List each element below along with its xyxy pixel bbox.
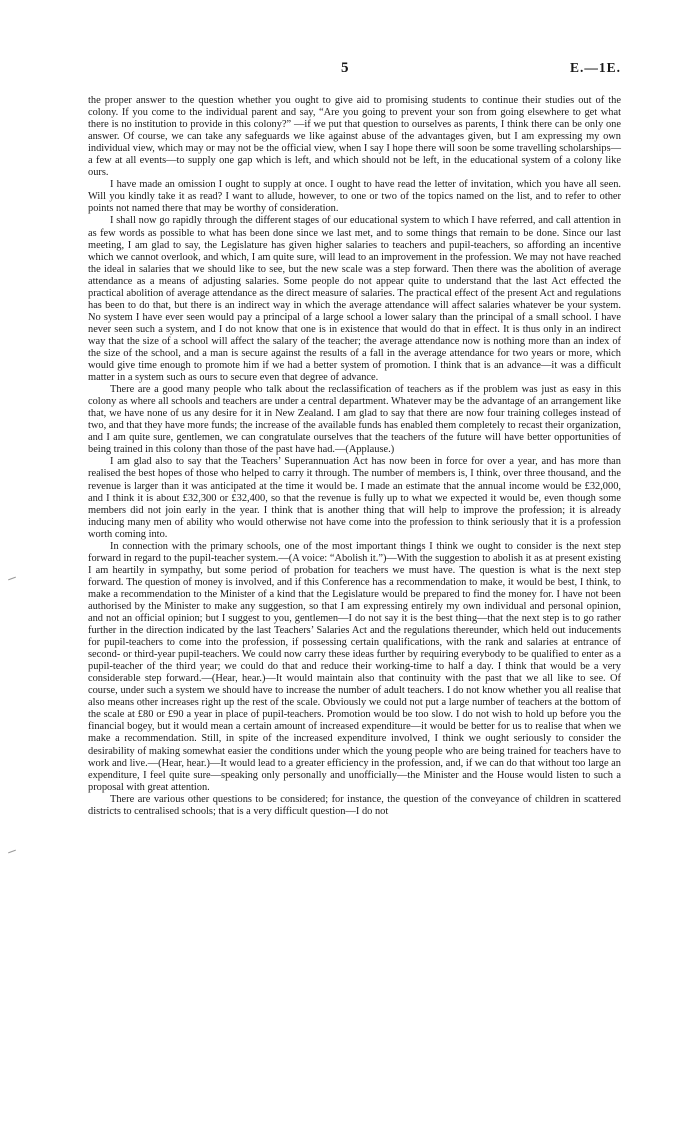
paragraph: There are a good many people who talk about the reclassification of teachers as if the problem was just as easy in this colony as where all schools and teachers are under a central department. Whatever may be the advantage of an arrangement like that, we have none of us any desire for it in New Zealand. I am glad to say that there are now four training colleges instead of two, and that they have more funds; the increase of the available funds has enabled them completely to recast their organization, and I am quite sure, gentlemen, we can congratulate ourselves that the teachers of the future will have better opportunities of being trained in this colony than those of the past have had.—(Applause.) <box>88 384 622 456</box>
paragraph: I shall now go rapidly through the different stages of our educational system to which I have referred, and call attention in as few words as possible to what has been done since we last met, and to some things that remain to be done. Since our last meeting, I am glad to say, the Legislature has given higher salaries to teachers and pupil-teachers, so affording an incentive which we cannot overlook, and which, I am quite sure, will lead to an improvement in the profession. We may not have reached the ideal in salaries that we should like to see, but the new scale was a step forward. Then there was the abolition of average attendance as a means of adjusting salaries. Some people do not appear quite to understand that the last Act effected the practical abolition of average attendance as the direct measure of salaries. The practical effect of the present Act and regulations has been to do that, but there is an indirect way in which the average attendance will affect salaries whatever be your system. No system I have ever seen would pay a principal of a large school a lower salary than the principal of a small school. I have never seen such a system, and I do not know that one is in existence that would do that in effect. It is thus only in an indirect way that the size of a school will affect the salary of the teacher; the average attendance now is nothing more than an index of the size of the school, and a man is secure against the results of a fall in the average attendance for two years or more, which would give time enough to promote him if we had a better system of promotion. I think that is an advance—it was a difficult matter in a system such as ours to secure even that degree of advance. <box>88 215 621 384</box>
paragraph: There are various other questions to be considered; for instance, the question of the conveyance of children in scattered districts to centralised schools; that is a very difficult question—I do not <box>88 793 621 817</box>
page-header <box>0 60 700 80</box>
paragraph: In connection with the primary schools, one of the most important things I think we ought to consider is the next step forward in regard to the pupil-teacher system.—(A voice: “Abolish it.”)—With the suggestion to abolish it as at present existing I am heartily in sympathy, but some period of probation for teachers we must have. The question is what is the next step forward. The question of money is involved, and if this Conference has a recommendation to make, it would be best, I think, to make a recommendation to the Minister of a kind that the Legislature would be prepared to find the money for. I have not been authorised by the Minister to make any suggestion, so that I am expressing entirely my own individual and personal opinion, and not an official opinion; but I suggest to you, gentlemen—I do not say it is the best thing—that the next step is to go rather further in the direction indicated by the last Teachers’ Salaries Act and the regulations thereunder, which held out inducements for pupil-teachers to come into the profession, if possessing certain qualifications, with the rank and salaries at entrance of second- or third-year pupil-teachers. We could now carry these ideas further by requiring everybody to be qualified to enter as a pupil-teacher of the third year; we could do that and reduce their working-time to half a day. I think that would be a very considerable step forward.—(Hear, hear.)—It would maintain also that continuity with the past that we all like to see. Of course, under such a system we should have to increase the number of adult teachers. I do not know whether you all realise that also means other increases right up the rest of the scale. Obviously we could not put a large number of teachers at the bottom of the scale at £80 or £90 a year in place of pupil-teachers. Promotion would be too slow. I do not wish to hold up before you the financial bogey, but it would mean a certain amount of increased expenditure—it would be better for us to realise that when we make a recommendation. Still, in spite of the increased expenditure involved, I think we ought seriously to consider the desirability of making somewhat easier the conditions under which the young people who are being trained for teachers have to work and live.—(Hear, hear.)—It would lead to a greater efficiency in the profession, and, if we can do that without too large an expenditure, I feel quite sure—speaking only personally and unofficially—the Minister and the House would listen to such a proposal with great attention. <box>88 540 621 793</box>
margin-mark <box>8 850 16 854</box>
document-body <box>88 95 621 818</box>
page-number: 5 <box>341 60 349 76</box>
paragraph-continued: the proper answer to the question whether you ought to give aid to promising students to continue their studies out of the colony. If you come to the individual parent and say, “Are you going to prevent your son from going elsewhere to get what there is no institution to provide in this colony?” —if we put that question to ourselves as parents, I think there can be only one answer. Of course, we can take any safeguards we like against abuse of the advantages given, but I am expressing my own individual view, which may or may not be the official view, when I say I hope there will soon be some travelling scholarships—a few at all events—to supply one gap which is left, and which should not be left, in the educational system of a colony like ours. <box>88 95 621 179</box>
document-reference: E.—1E. <box>570 60 622 75</box>
paragraph: I am glad also to say that the Teachers’ Superannuation Act has now been in force for over a year, and has more than realised the best hopes of those who helped to carry it through. The number of members is, I think, over three thousand, and the revenue is larger than it was anticipated at the time it would be. I made an estimate that the annual income would be £32,000, and I think it is about £32,300 or £32,400, so that the revenue is fully up to what we expected it would be, even though some members did not join early in the year. I think that is another thing that will help to improve the profession; it is already inducing many men of ability who would otherwise not have come into the profession to think seriously that it is a profession worth coming into. <box>88 456 621 540</box>
margin-mark <box>8 577 16 581</box>
paragraph: I have made an omission I ought to supply at once. I ought to have read the letter of invitation, which you have all seen. Will you kindly take it as read? I want to allude, however, to one or two of the topics named on the list, and to refer to other points not named there that may be worthy of consideration. <box>88 179 621 215</box>
